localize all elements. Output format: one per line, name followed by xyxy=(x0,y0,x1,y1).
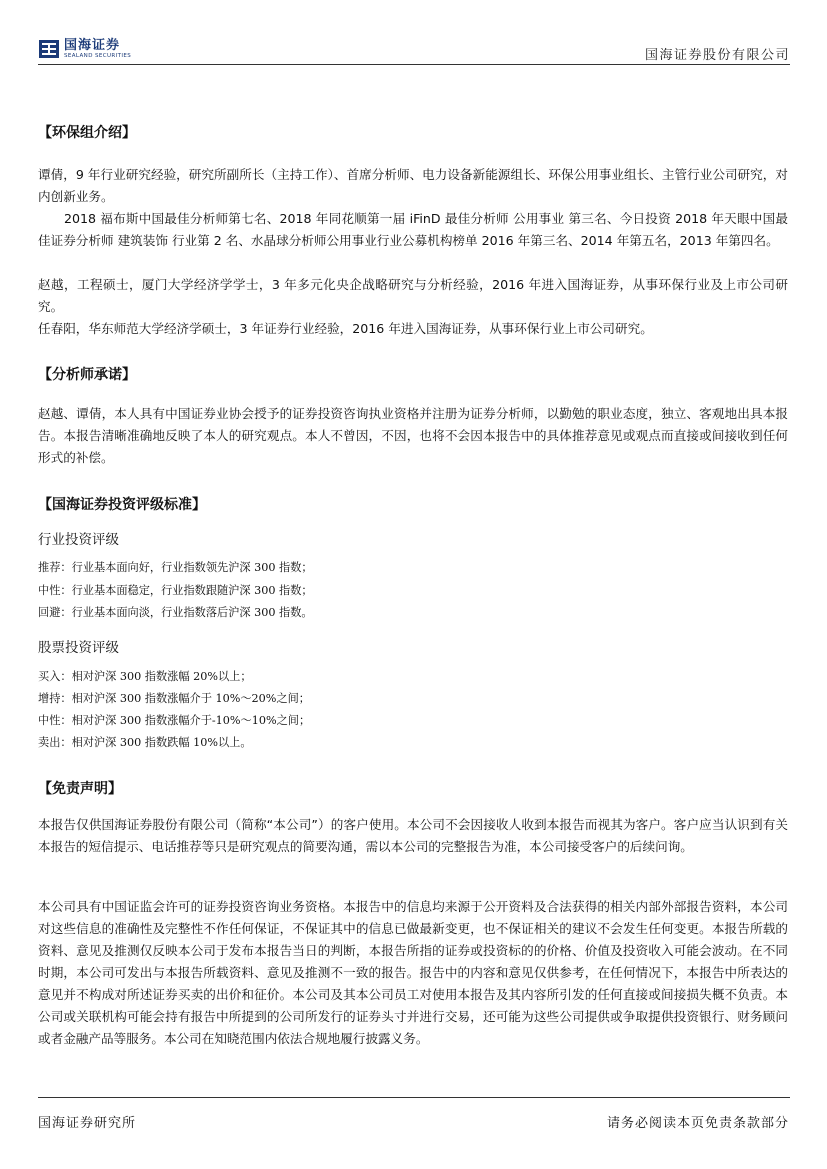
section-title-disclaimer: 【免责声明】 xyxy=(38,781,122,797)
stock-rating-item: 增持：相对沪深 300 指数涨幅介于 10%～20%之间； xyxy=(38,692,310,705)
stock-rating-item: 中性：相对沪深 300 指数涨幅介于-10%～10%之间； xyxy=(38,714,311,727)
footer-disclaimer-notice: 请务必阅读本页免责条款部分 xyxy=(606,1116,789,1131)
section-title-rating: 【国海证券投资评级标准】 xyxy=(38,497,206,513)
stock-rating-item: 买入：相对沪深 300 指数涨幅 20%以上； xyxy=(38,670,252,683)
team-paragraph-4: 任春阳，华东师范大学经济学硕士，3 年证券行业经验，2016 年进入国海证券，从事环保行业上市公司研究。 xyxy=(38,321,653,336)
header-divider xyxy=(38,64,790,65)
sealand-logo-icon xyxy=(38,38,60,60)
team-paragraph-2: 2018 福布斯中国最佳分析师第七名、2018 年同花顺第一届 iFinD 最佳分析师 公用事业 第三名、今日投资 2018 年天眼中国最佳证券分析师 建筑装饰 行业第 2 名、水晶球分析师公用事业行业公募机构榜单 2016 年第三名、2014 年第五名，2013 年第四名。 xyxy=(38,211,788,248)
page-header xyxy=(38,36,790,66)
disclaimer-paragraph-2: 本公司具有中国证监会许可的证券投资咨询业务资格。本报告中的信息均来源于公开资料及合法获得的相关内部外部报告资料，本公司对这些信息的准确性及完整性不作任何保证，不保证其中的信息已做最新变更，也不保证相关的建议不会发生任何变更。本报告所载的资料、意见及推测仅反映本公司于发布本报告当日的判断，本报告所指的证券或投资标的的价格、价值及投资收入可能会波动。在不同时期，本公司可发出与本报告所载资料、意见及推测不一致的报告。报告中的内容和意见仅供参考，在任何情况下，本报告中所表达的意见并不构成对所述证券买卖的出价和征价。本公司及其本公司员工对使用本报告及其内容所引发的任何直接或间接损失概不负责。本公司或关联机构可能会持有报告中所提到的公司所发行的证券头寸并进行交易，还可能为这些公司提供或争取提供投资银行、财务顾问或者金融产品等服务。本公司在知晓范围内依法合规地履行披露义务。 xyxy=(38,899,788,1046)
team-paragraph-3: 赵越，工程硕士，厦门大学经济学学士，3 年多元化央企战略研究与分析经验，2016 年进入国海证券，从事环保行业及上市公司研究。 xyxy=(38,277,788,314)
industry-rating-title: 行业投资评级 xyxy=(38,532,119,548)
logo-english-name: SEALAND SECURITIES xyxy=(64,52,132,59)
industry-rating-item: 回避：行业基本面向淡，行业指数落后沪深 300 指数。 xyxy=(38,606,313,619)
commitment-paragraph: 赵越、谭倩，本人具有中国证券业协会授予的证券投资咨询执业资格并注册为证券分析师，以勤勉的职业态度，独立、客观地出具本报告。本报告清晰准确地反映了本人的研究观点。本人不曾因，不因，也将不会因本报告中的具体推荐意见或观点而直接或间接收到任何形式的补偿。 xyxy=(38,406,788,465)
logo-chinese-name: 国海证券 xyxy=(64,37,121,53)
industry-rating-item: 中性：行业基本面稳定，行业指数跟随沪深 300 指数； xyxy=(38,584,313,597)
disclaimer-paragraph-1: 本报告仅供国海证券股份有限公司（简称“本公司”）的客户使用。本公司不会因接收人收到本报告而视其为客户。客户应当认识到有关本报告的短信提示、电话推荐等只是研究观点的简要沟通，需以本公司的完整报告为准，本公司接受客户的后续问询。 xyxy=(38,817,788,854)
stock-rating-item: 卖出：相对沪深 300 指数跌幅 10%以上。 xyxy=(38,736,252,749)
team-paragraph-1: 谭倩，9 年行业研究经验，研究所副所长（主持工作）、首席分析师、电力设备新能源组长、环保公用事业组长、主管行业公司研究，对内创新业务。 xyxy=(38,167,788,204)
company-logo xyxy=(38,36,131,62)
company-name: 国海证券股份有限公司 xyxy=(644,48,790,63)
footer-divider xyxy=(38,1097,790,1098)
section-title-commitment: 【分析师承诺】 xyxy=(38,367,136,383)
stock-rating-title: 股票投资评级 xyxy=(38,640,119,656)
section-title-team: 【环保组介绍】 xyxy=(38,125,136,141)
footer-institute: 国海证券研究所 xyxy=(38,1116,137,1131)
industry-rating-item: 推荐：行业基本面向好，行业指数领先沪深 300 指数； xyxy=(38,561,313,574)
